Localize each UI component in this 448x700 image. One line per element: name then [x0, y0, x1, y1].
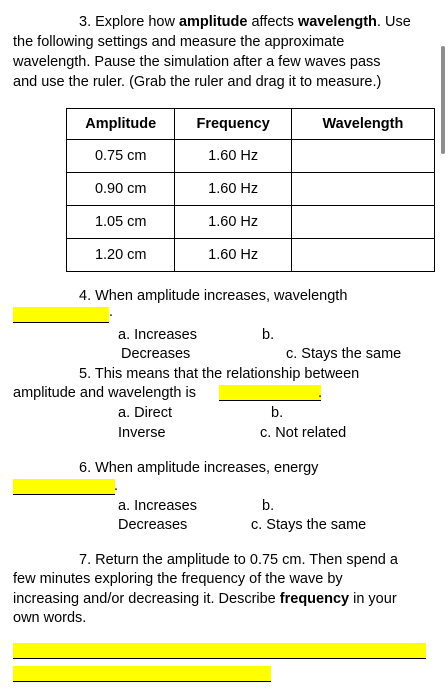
- cell-frequency: 1.60 Hz: [175, 206, 291, 239]
- q7-line-2: few minutes exploring the frequency of the wave by: [13, 571, 343, 587]
- table-row: [67, 206, 435, 239]
- q3-line-3: wavelength. Pause the simulation after a few waves pass: [13, 54, 381, 70]
- q7-text: in your: [349, 591, 397, 607]
- q6-prompt: 6. When amplitude increases, energy: [79, 460, 319, 476]
- q5-option-a[interactable]: a. Direct: [118, 405, 172, 421]
- cell-amplitude: 0.90 cm: [67, 173, 175, 206]
- cell-wavelength[interactable]: [291, 239, 434, 272]
- q5-line-1: 5. This means that the relationship between: [79, 366, 360, 382]
- cell-amplitude: 1.20 cm: [67, 239, 175, 272]
- q5-answer-blank[interactable]: [219, 385, 321, 401]
- header-frequency: Frequency: [175, 109, 291, 140]
- cell-frequency: 1.60 Hz: [175, 239, 291, 272]
- q7-line-1: 7. Return the amplitude to 0.75 cm. Then spend a: [79, 552, 398, 568]
- q6-option-a[interactable]: a. Increases: [118, 498, 197, 514]
- q5-period: .: [318, 385, 323, 401]
- q3-text: affects: [247, 14, 298, 30]
- q3-wavelength-bold: wavelength: [297, 14, 377, 30]
- q4-option-c[interactable]: c. Stays the same: [286, 346, 402, 362]
- header-wavelength: Wavelength: [291, 109, 434, 140]
- q7-text: increasing and/or decreasing it. Describe: [13, 591, 280, 607]
- q6-answer-blank[interactable]: [13, 479, 115, 495]
- q5-option-b-text[interactable]: Inverse: [118, 425, 166, 441]
- q3-line-2: the following settings and measure the approximate: [13, 34, 345, 50]
- q3-line-4: and use the ruler. (Grab the ruler and drag it to measure.): [13, 74, 382, 90]
- scrollbar[interactable]: [441, 46, 445, 154]
- q4-option-a[interactable]: a. Increases: [118, 327, 197, 343]
- q3-line-1: [79, 13, 411, 32]
- cell-amplitude: 1.05 cm: [67, 206, 175, 239]
- q6-option-c[interactable]: c. Stays the same: [251, 517, 367, 533]
- settings-table: [66, 108, 435, 272]
- q5-option-b-letter[interactable]: b.: [271, 405, 284, 421]
- q4-option-b-text[interactable]: Decreases: [121, 346, 191, 362]
- q5-line-2: amplitude and wavelength is: [13, 385, 196, 401]
- q3-text: . Use: [376, 14, 411, 30]
- q7-line-3: [13, 590, 397, 609]
- q4-option-b-letter[interactable]: b.: [262, 327, 275, 343]
- cell-frequency: 1.60 Hz: [175, 173, 291, 206]
- q6-option-b-letter[interactable]: b.: [262, 498, 275, 514]
- q4-answer-blank[interactable]: [13, 307, 109, 323]
- q5-option-c[interactable]: c. Not related: [260, 425, 347, 441]
- q6-period: .: [114, 478, 119, 494]
- q3-text: 3. Explore how: [79, 14, 179, 30]
- table-header-row: [67, 109, 435, 140]
- q7-answer-line-2[interactable]: [13, 666, 271, 682]
- cell-wavelength[interactable]: [291, 140, 434, 173]
- cell-frequency: 1.60 Hz: [175, 140, 291, 173]
- q3-amplitude-bold: amplitude: [178, 14, 248, 30]
- table-row: [67, 239, 435, 272]
- cell-amplitude: 0.75 cm: [67, 140, 175, 173]
- q6-option-b-text[interactable]: Decreases: [118, 517, 188, 533]
- q7-frequency-bold: frequency: [279, 591, 350, 607]
- q4-prompt: 4. When amplitude increases, wavelength: [79, 288, 348, 304]
- q7-answer-line-1[interactable]: [13, 643, 426, 659]
- q4-period: .: [109, 304, 114, 320]
- header-amplitude: Amplitude: [67, 109, 175, 140]
- table-row: [67, 173, 435, 206]
- cell-wavelength[interactable]: [291, 206, 434, 239]
- cell-wavelength[interactable]: [291, 173, 434, 206]
- table-row: [67, 140, 435, 173]
- q7-line-4: own words.: [13, 610, 87, 626]
